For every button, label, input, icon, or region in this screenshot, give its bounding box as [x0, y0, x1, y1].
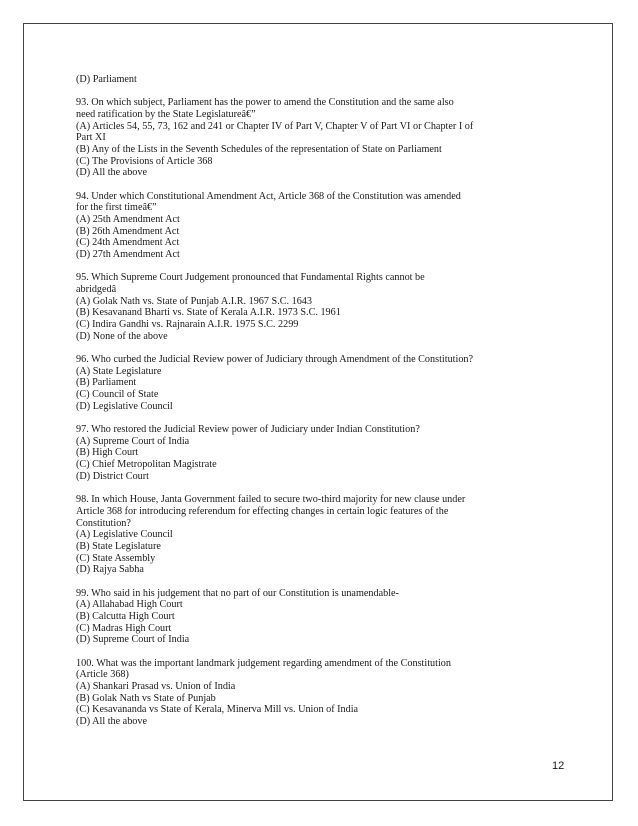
question-text-line: 97. Who restored the Judicial Review power of Judiciary under Indian Constitution? — [76, 424, 420, 436]
answer-option: (D) Supreme Court of India — [76, 634, 190, 646]
answer-option: (A) Golak Nath vs. State of Punjab A.I.R. 1967 S.C. 1643 — [76, 295, 312, 307]
question-text-line: Article 368 for introducing referendum for effecting changes in certain logic features of the — [76, 505, 449, 517]
answer-option: (B) Any of the Lists in the Seventh Schedules of the representation of State on Parliament — [76, 144, 442, 156]
question-block — [76, 97, 496, 179]
answer-option: (C) Indira Gandhi vs. Rajnarain A.I.R. 1975 S.C. 2299 — [76, 319, 299, 331]
question-text-line: 98. In which House, Janta Government failed to secure two-third majority for new clause under — [76, 494, 466, 506]
answer-option: (A) 25th Amendment Act — [76, 214, 180, 226]
answer-option: (B) Golak Nath vs State of Punjab — [76, 692, 216, 704]
question-text-line: Constitution? — [76, 517, 131, 529]
answer-option: (D) Legislative Council — [76, 400, 173, 412]
question-text-line: for the first timeâ€” — [76, 202, 157, 214]
answer-option: (A) State Legislature — [76, 365, 162, 377]
answer-option: (C) Council of State — [76, 389, 159, 401]
answer-option: Part XI — [76, 132, 106, 144]
question-text-line: 99. Who said in his judgement that no part of our Constitution is unamendable- — [76, 587, 399, 599]
question-text-line: need ratification by the State Legislatureâ€” — [76, 108, 256, 120]
answer-option: (D) 27th Amendment Act — [76, 249, 180, 261]
question-text-line: 94. Under which Constitutional Amendment Act, Article 368 of the Constitution was amended — [76, 190, 461, 202]
answer-option: (C) 24th Amendment Act — [76, 237, 180, 249]
answer-option: (C) Chief Metropolitan Magistrate — [76, 459, 217, 471]
answer-option: (A) Articles 54, 55, 73, 162 and 241 or Chapter IV of Part V, Chapter V of Part VI or Chapter I of — [76, 120, 474, 132]
answer-option: (D) None of the above — [76, 330, 168, 342]
answer-option: (D) Rajya Sabha — [76, 564, 144, 576]
answer-option: (C) State Assembly — [76, 552, 156, 564]
answer-option: (D) All the above — [76, 716, 148, 728]
page-number: 12 — [552, 760, 565, 772]
answer-option: (A) Legislative Council — [76, 529, 173, 541]
question-block — [76, 588, 496, 647]
question-list — [76, 97, 496, 728]
question-block — [76, 494, 496, 576]
answer-option: (C) Madras High Court — [76, 622, 172, 634]
question-block — [76, 191, 496, 261]
answer-option: (A) Shankari Prasad vs. Union of India — [76, 680, 236, 692]
question-text-line: 96. Who curbed the Judicial Review power of Judiciary through Amendment of the Constitution? — [76, 354, 474, 366]
question-text-line: 95. Which Supreme Court Judgement pronounced that Fundamental Rights cannot be — [76, 272, 425, 284]
answer-option: (C) The Provisions of Article 368 — [76, 155, 213, 167]
answer-option: (B) 26th Amendment Act — [76, 225, 180, 237]
question-block — [76, 424, 496, 483]
answer-option: (B) Kesavanand Bharti vs. State of Kerala A.I.R. 1973 S.C. 1961 — [76, 307, 341, 319]
question-block — [76, 658, 496, 728]
question-block — [76, 354, 496, 413]
answer-option: (D) District Court — [76, 470, 149, 482]
lead-option-line: (D) Parliament — [76, 74, 137, 85]
answer-option: (B) High Court — [76, 447, 139, 459]
answer-option: (B) State Legislature — [76, 540, 161, 552]
document-body — [76, 74, 496, 728]
answer-option: (A) Supreme Court of India — [76, 435, 190, 447]
question-text-line: 100. What was the important landmark judgement regarding amendment of the Constitution — [76, 657, 451, 669]
question-text-line: 93. On which subject, Parliament has the power to amend the Constitution and the same also — [76, 97, 454, 109]
answer-option: (C) Kesavananda vs State of Kerala, Minerva Mill vs. Union of India — [76, 704, 359, 716]
question-text-line: (Article 368) — [76, 669, 129, 681]
question-block — [76, 272, 496, 342]
answer-option: (B) Calcutta High Court — [76, 610, 175, 622]
answer-option: (D) All the above — [76, 167, 148, 179]
answer-option: (A) Allahabad High Court — [76, 599, 183, 611]
answer-option: (B) Parliament — [76, 377, 137, 389]
question-text-line: abridgedâ — [76, 284, 117, 296]
